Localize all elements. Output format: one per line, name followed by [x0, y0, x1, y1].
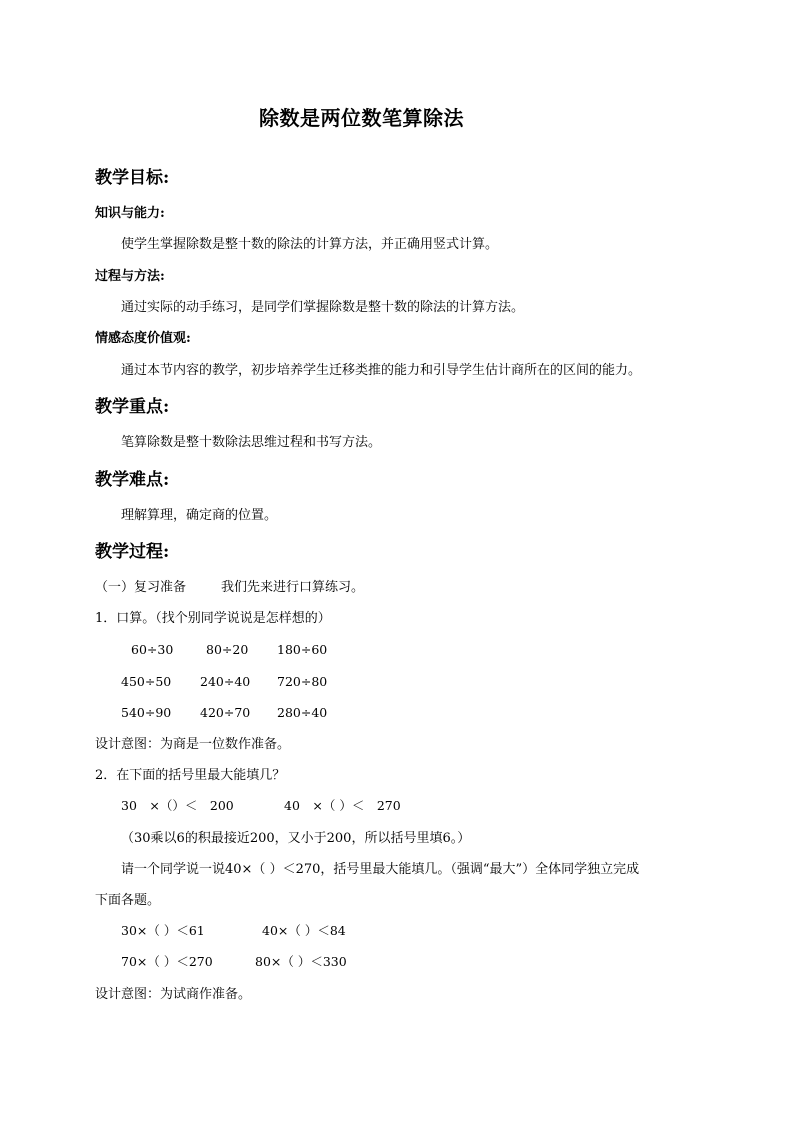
key-point-heading: 教学重点:	[95, 397, 170, 417]
key-point-text: 笔算除数是整十数除法思维过程和书写方法。	[121, 435, 382, 450]
design-note-1: 设计意图：为商是一位数作准备。	[95, 737, 291, 752]
q2-paragraph-line2: 下面各题。	[95, 893, 161, 908]
mental-calc-item: 450÷50	[121, 674, 172, 689]
q2-exercise-item: 40×（ ）＜84	[262, 923, 346, 938]
emotion-label: 情感态度价值观:	[95, 331, 191, 346]
q2-text: 2．在下面的括号里最大能填几？	[95, 768, 286, 783]
mental-calc-item: 80÷20	[206, 642, 249, 657]
difficulty-heading: 教学难点:	[95, 470, 170, 490]
design-note-2: 设计意图：为试商作准备。	[95, 987, 252, 1002]
mental-calc-item: 420÷70	[200, 705, 251, 720]
q2-exercise-item: 70×（ ）＜270	[121, 954, 213, 969]
q2-explanation: （30乘以6的积最接近200，又小于200，所以括号里填6。）	[121, 831, 471, 846]
mental-calc-item: 180÷60	[277, 642, 328, 657]
mental-calc-item: 540÷90	[121, 705, 172, 720]
q2-exercise-item: 80×（ ）＜330	[255, 954, 347, 969]
q2-paragraph-line1: 请一个同学说一说40×（ ）＜270，括号里最大能填几。（强调“最大”）全体同学独立完成	[121, 862, 640, 877]
mental-calc-item: 240÷40	[200, 674, 251, 689]
page-title: 除数是两位数笔算除法	[259, 106, 464, 130]
knowledge-label: 知识与能力:	[95, 206, 165, 221]
q1-text: 1．口算。（找个别同学说说是怎样想的）	[95, 611, 331, 626]
objectives-heading: 教学目标:	[95, 168, 170, 188]
part1-text: 我们先来进行口算练习。	[221, 580, 365, 595]
process-label: 过程与方法:	[95, 269, 165, 284]
mental-calc-item: 720÷80	[277, 674, 328, 689]
q2-inequality-a: 30 ×（）＜ 200	[121, 798, 234, 813]
mental-calc-item: 60÷30	[131, 642, 174, 657]
process-text: 通过实际的动手练习，是同学们掌握除数是整十数的除法的计算方法。	[121, 300, 525, 315]
emotion-text: 通过本节内容的教学，初步培养学生迁移类推的能力和引导学生估计商所在的区间的能力。	[121, 363, 642, 378]
procedure-heading: 教学过程:	[95, 542, 170, 562]
mental-calc-item: 280÷40	[277, 705, 328, 720]
q2-inequality-b: 40 ×（ ）＜ 270	[284, 798, 401, 813]
difficulty-text: 理解算理，确定商的位置。	[121, 508, 278, 523]
knowledge-text: 使学生掌握除数是整十数的除法的计算方法，并正确用竖式计算。	[121, 237, 499, 252]
q2-exercise-item: 30×（ ）＜61	[121, 923, 205, 938]
part1-label: （一）复习准备	[95, 580, 187, 595]
